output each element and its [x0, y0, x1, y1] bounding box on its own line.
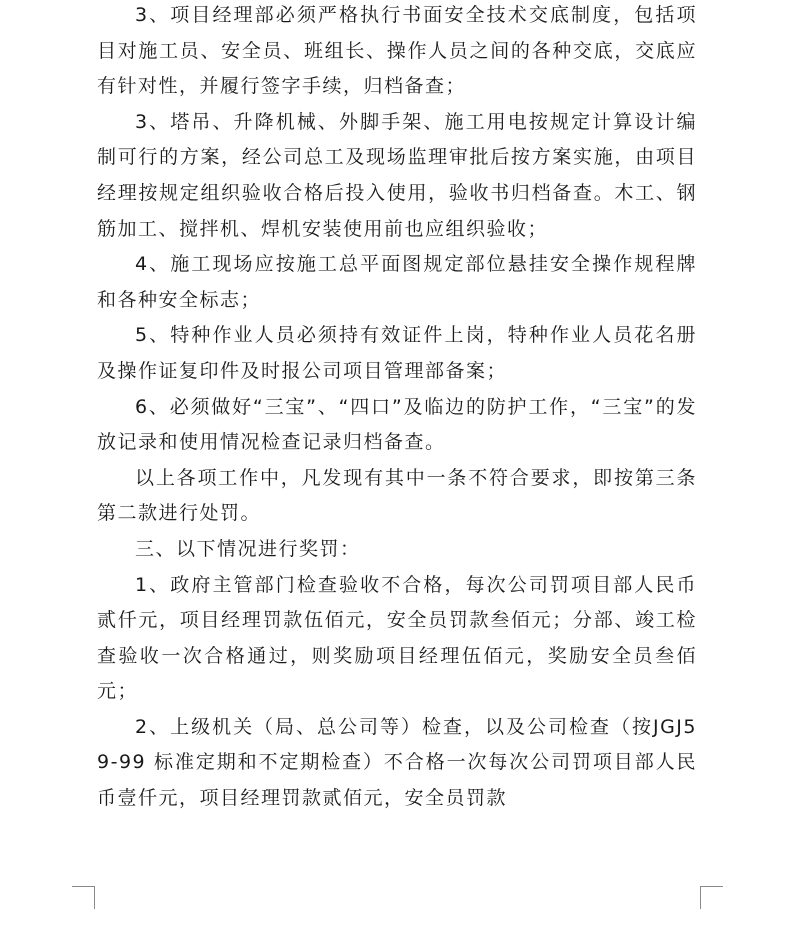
paragraph-item-4-signage: 4、施工现场应按施工总平面图规定部位悬挂安全操作规程牌和各种安全标志； — [97, 253, 697, 311]
paragraph-item-3-disclosure: 3、项目经理部必须严格执行书面安全技术交底制度，包括项目对施工员、安全员、班组长、操作人员之间的各种交底，交底应有针对性，并履行签字手续，归档备查； — [97, 4, 697, 98]
paragraph-item-6-protection: 6、必须做好“三宝”、“四口”及临边的防护工作，“三宝”的发放记录和使用情况检查记录归档备查。 — [97, 395, 697, 454]
paragraph-item-1-government-inspection: 1、政府主管部门检查验收不合格，每次公司罚项目部人民币贰仟元，项目经理罚款伍佰元，安全员罚款叁佰元；分部、竣工检查验收一次合格通过，则奖励项目经理伍佰元，奖励安全员叁佰元； — [97, 573, 697, 703]
page-margin-corner-mark-right — [700, 886, 723, 909]
paragraph-penalty-summary: 以上各项工作中，凡发现有其中一条不符合要求，即按第三条第二款进行处罚。 — [97, 466, 697, 525]
paragraph-item-3-equipment: 3、塔吊、升降机械、外脚手架、施工用电按规定计算设计编制可行的方案，经公司总工及现场监理审批后按方案实施，由项目经理按规定组织验收合格后投入使用，验收书归档备查。木工、钢筋加工、搅拌机、焊机安装使用前也应组织验收； — [97, 110, 697, 240]
document-body — [97, 0, 697, 817]
paragraph-item-2-superior-inspection: 2、上级机关（局、总公司等）检查，以及公司检查（按JGJ59-99 标准定期和不定期检查）不合格一次每次公司罚项目部人民币壹仟元，项目经理罚款贰佰元，安全员罚款 — [97, 715, 697, 810]
section-heading-rewards-penalties: 三、以下情况进行奖罚： — [135, 537, 361, 560]
page-margin-corner-mark-left — [72, 886, 95, 909]
paragraph-item-5-special-workers: 5、特种作业人员必须持有效证件上岗，特种作业人员花名册及操作证复印件及时报公司项目管理部备案； — [97, 324, 697, 382]
